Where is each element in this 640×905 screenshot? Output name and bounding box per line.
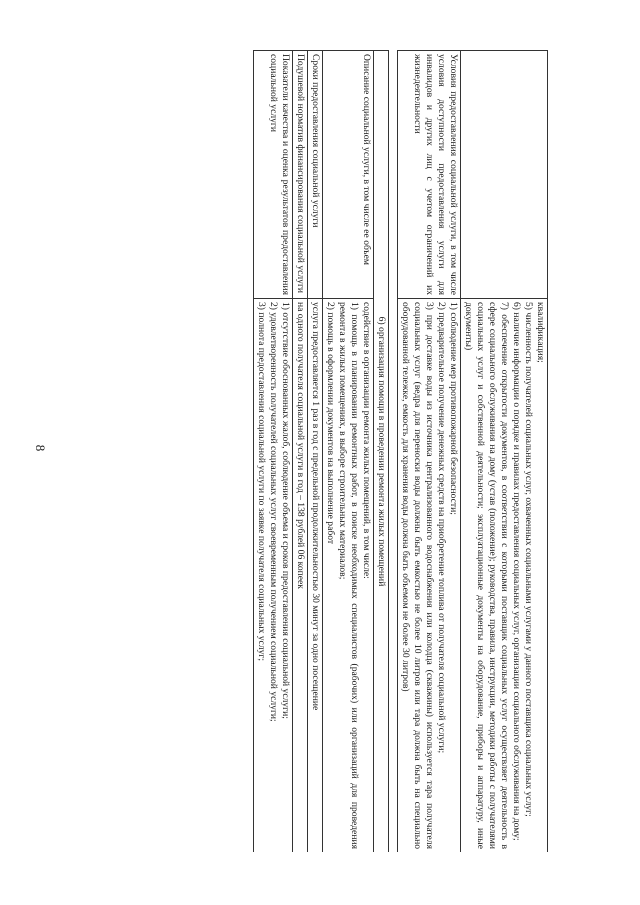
norm-cell [293,299,308,853]
terms-label: Сроки предоставления социальной услуги [308,51,323,299]
norm-label: Подушевой норматив финансирования социальной услуги [293,51,308,299]
list-item: на одного получателя социальной услуги в год – 138 рублей 06 копеек [295,302,306,589]
table-row-norm [293,51,308,853]
terms-cell [308,299,323,853]
description-label: Описание социальной услуги, в том числе ее объем [323,51,374,299]
list-item: содействие в организации ремонта жилых помещений, в том числе: [361,302,372,579]
table-row-conditions [398,51,461,853]
list-item: 3) полнота предоставления социальной услуги по заявке получателя социальных услуг; [256,302,267,662]
list-item: 7) обеспечение открытости документов, в соответствии с которыми поставщик социальных услуг осуществляет деятельность в сфере социального обслуживания на дому (устав (положение); руководства, правила, инструкции, методики работы с получателями социальных услуг и собственной деятельности; эксплуатационные документы на оборудование, приборы и аппаратуру, иные документы) [463,302,510,849]
list-item: услуга предоставляется 1 раз в год с предельной продолжительностью 30 минут за одно посещение [310,302,321,711]
list-item: 5) численность получателей социальных услуг, охваченных социальными услугами у данного поставщика социальных услуг; [523,302,534,817]
quality-label: Показатели качества и оценка результатов предоставления социальной услуги [254,51,293,299]
list-item: 3) при доставке воды из источника централизованного водоснабжения или колодца (скважины) используется тара получателя социальных услуг (ведра для переноски воды должны быть емкостью не более 10 литров или тара должна быть на специально оборудованной тележке, емкость для хранения воды должна быть объемом не более 30 литров) [400,302,435,849]
list-item: 2) помощь в оформлении документов на выполнение работ [325,302,336,545]
table-row-quality [254,51,293,853]
list-item: 1) соблюдение мер противопожарной безопасности; [448,302,459,515]
top-left-cell [461,51,548,299]
conditions-label: Условия предоставления социальной услуги, в том числе условия доступности предоставления услуги для инвалидов и других лиц с учетом ограничений их жизнедеятельности [398,51,461,299]
list-item: 1) отсутствие обоснованных жалоб, соблюдение объема и сроков предоставления социальной услуги; [280,302,291,719]
conditions-cell [398,299,461,853]
list-item: квалификация; [535,302,546,363]
description-cell [323,299,374,853]
list-item: 2) предварительное получение денежных средств на приобретение топлива от получателя социальной услуги; [436,302,447,754]
table-canvas [92,50,548,852]
section-title: 6) организация помощи в проведении ремонта жилых помещений [374,51,389,853]
table-row-qualification [461,51,548,853]
table-row-terms [308,51,323,853]
section-title-row [374,51,389,853]
quality-cell [254,299,293,853]
services-table [397,50,548,852]
table-row-description [323,51,374,853]
list-item: 2) удовлетворенность получателей социальных услуг своевременным получением социальной услуги; [268,302,279,722]
services-table-2 [253,50,389,852]
top-right-cell [461,299,548,853]
rotated-page [92,50,548,852]
list-item: 1) помощь в планировании ремонтных работ, в поиске необходимых специалистов (рабочих) или организаций для проведения ремонта в жилых помещениях, в выборе строительных материалов; [337,302,360,849]
list-item: 6) наличие информации о порядке и правилах предоставления социальных услуг, организации социального обслуживания на дому; [511,302,522,841]
page-number: 8 [33,444,48,452]
